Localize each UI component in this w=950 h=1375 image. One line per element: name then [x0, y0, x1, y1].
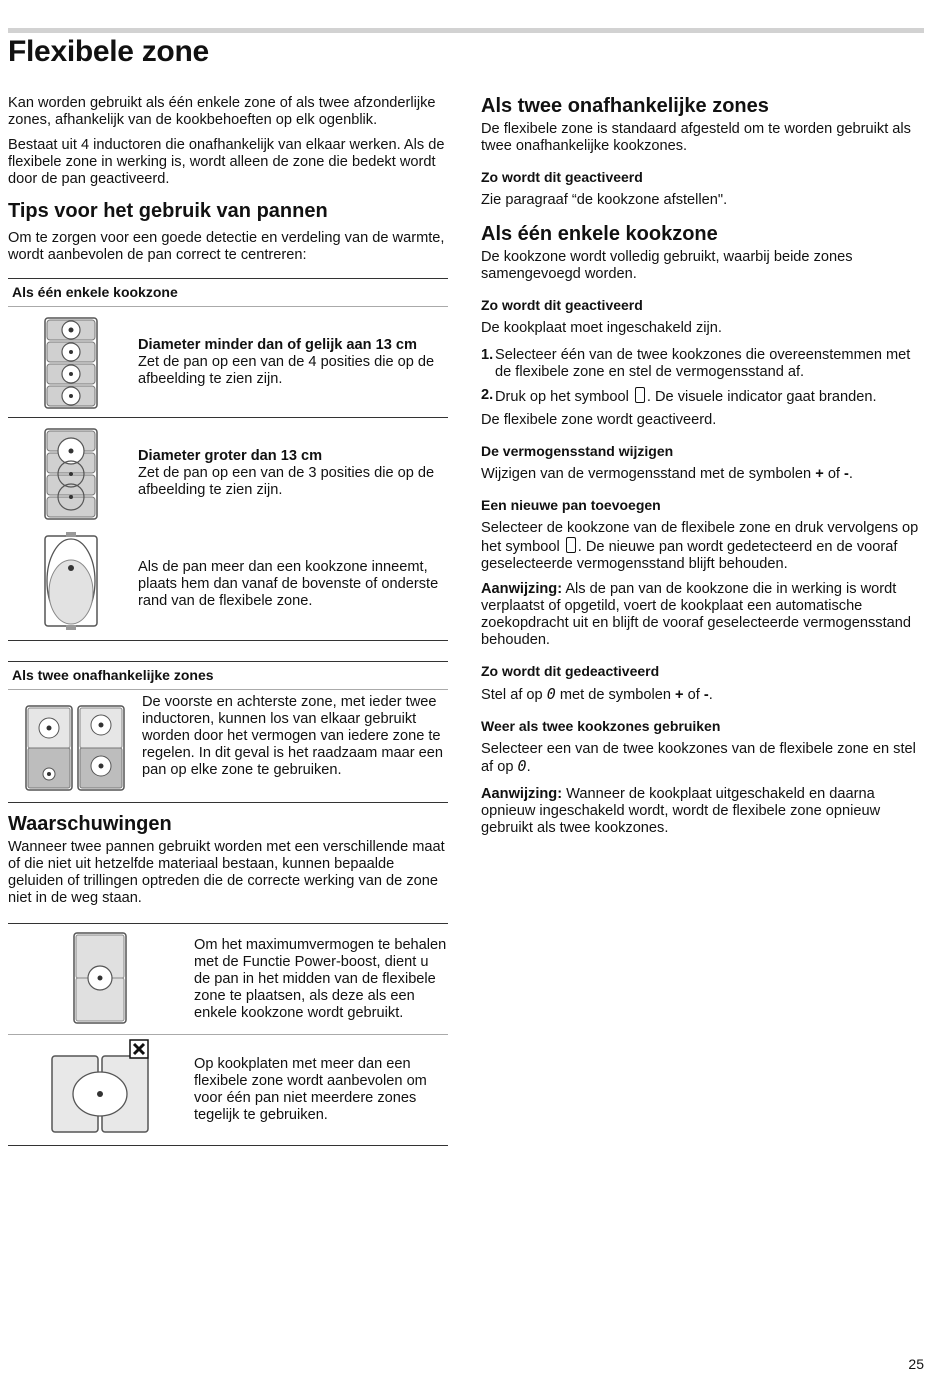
- activate-heading-2: Zo wordt dit geactiveerd: [481, 297, 643, 313]
- two-zones-text: De voorste en achterste zone, met ieder twee inductoren, kunnen los van elkaar gebruikt worden door het vermogen van iedere zone te regelen. In dit geval is het raadzaam maar een pan op elke zone te gebruiken.: [142, 694, 443, 778]
- note-label: Aanwijzing:: [481, 581, 563, 597]
- multi-zone-text: Op kookplaten met meer dan een flexibele zone wordt aanbevolen om voor één pan niet meerdere zones tegelijk te gebruiken.: [194, 1056, 427, 1123]
- or-text: of: [687, 687, 700, 703]
- deactivate-heading: Zo wordt dit gedeactiveerd: [481, 663, 660, 679]
- divider: [8, 640, 448, 641]
- power-text: Wijzigen van de vermogensstand met de symbolen + of -.: [481, 466, 853, 482]
- step-number: 1.: [481, 347, 494, 363]
- zero-display: 0: [517, 757, 527, 775]
- large-pan-title: Diameter groter dan 13 cm: [138, 447, 323, 464]
- or-text: of: [827, 466, 840, 482]
- powerboost-diagram: [8, 927, 194, 1032]
- new-pan-text-b: . De nieuwe pan wordt gedetecteerd en de vooraf geselecteerde vermogensstand blijft behouden.: [481, 539, 898, 572]
- note-label: Aanwijzing:: [481, 786, 563, 802]
- small-pan-text: Zet de pan op een van de 4 posities die op de afbeelding te zien zijn.: [138, 353, 435, 387]
- single-zone-heading: Als één enkele kookzone: [481, 223, 718, 245]
- list-item: [481, 347, 926, 381]
- section-two-zones: Als twee onafhankelijke zones: [8, 661, 448, 690]
- deactivate-text: Stel af op 0 met de symbolen + of -.: [481, 685, 713, 703]
- small-pan-title: Diameter minder dan of gelijk aan 13 cm: [138, 336, 417, 353]
- divider: [8, 802, 448, 803]
- two-zones-text: De flexibele zone is standaard afgesteld om te worden gebruikt als twee onafhankelijke kookzones.: [481, 121, 911, 154]
- flex-zone-icon: [566, 537, 576, 553]
- step-number: 2.: [481, 387, 494, 403]
- minus-icon: -: [844, 466, 849, 482]
- small-pan-diagram: [8, 310, 138, 415]
- power-heading: De vermogensstand wijzigen: [481, 443, 674, 459]
- tips-heading: Tips voor het gebruik van pannen: [8, 200, 328, 222]
- warnings-heading: Waarschuwingen: [8, 813, 172, 835]
- two-zones-row: [8, 690, 448, 802]
- note-2: [481, 786, 926, 837]
- back-heading: Weer als twee kookzones gebruiken: [481, 718, 721, 734]
- back-text: Selecteer een van de twee kookzones van de flexibele zone en stel af op 0.: [481, 741, 916, 775]
- step-text: Selecteer één van de twee kookzones die overeenstemmen met de flexibele zone en stel de vermogensstand af.: [495, 347, 911, 380]
- oval-pan-text: Als de pan meer dan een kookzone inneemt, plaats hem dan vanaf de bovenste of onderste rand van de flexibele zone.: [138, 558, 439, 609]
- zero-display: 0: [546, 685, 556, 703]
- step-text-b: . De visuele indicator gaat branden.: [646, 389, 877, 405]
- deactivate-text-b: met de symbolen: [559, 687, 671, 703]
- note-1: [481, 581, 926, 649]
- section-single-zone: Als één enkele kookzone: [8, 278, 448, 307]
- activate-text-2: De kookplaat moet ingeschakeld zijn.: [481, 320, 722, 336]
- small-pan-row: [8, 307, 448, 417]
- plus-icon: +: [675, 687, 684, 703]
- deactivate-text-a: Stel af op: [481, 687, 543, 703]
- divider: [8, 1145, 448, 1146]
- list-item: [481, 387, 926, 406]
- oval-pan-diagram: [8, 532, 138, 637]
- powerboost-text: Om het maximumvermogen te behalen met de Functie Power-boost, dient u de pan in het midden van de flexibele zone te plaatsen, als deze als een enkele kookzone wordt gebruikt.: [194, 936, 447, 1021]
- steps-list: [481, 347, 926, 406]
- new-pan-text-a: Selecteer de kookzone van de flexibele zone en druk vervolgens op het symbool: [481, 520, 919, 555]
- oval-pan-row: [8, 528, 448, 640]
- large-pan-diagram: [8, 421, 138, 526]
- two-zones-heading: Als twee onafhankelijke zones: [481, 95, 769, 117]
- large-pan-row: [8, 418, 448, 528]
- two-zones-diagram: [8, 694, 142, 799]
- cross-icon: [130, 1040, 148, 1058]
- left-column: [8, 95, 448, 1146]
- step-text-a: Druk op het symbool: [495, 389, 629, 405]
- tips-text: Om te zorgen voor een goede detectie en verdeling van de warmte, wordt aanbevolen de pan correct te centreren:: [8, 230, 445, 263]
- warnings-text: Wanneer twee pannen gebruikt worden met een verschillende maat of die niet uit hetzelfde materiaal bestaan, kunnen bepaalde geluiden of trillingen optreden die de correcte werking van de zone niet in de weg staan.: [8, 839, 445, 906]
- note-2-text: Wanneer de kookplaat uitgeschakeld en daarna opnieuw ingeschakeld wordt, wordt de flexibele zone opnieuw gebruikt als twee kookzones.: [481, 786, 881, 836]
- minus-icon: -: [703, 687, 709, 703]
- multi-zone-diagram: [8, 1038, 194, 1143]
- activate-heading: Zo wordt dit geactiveerd: [481, 169, 643, 185]
- right-column: [481, 95, 926, 845]
- back-text-a: Selecteer een van de twee kookzones van de flexibele zone en stel af op: [481, 741, 916, 775]
- top-rule: [8, 28, 924, 33]
- new-pan-text: [481, 520, 926, 573]
- note-1-text: Als de pan van de kookzone die in werking is wordt verplaatst of opgetild, voert de kookplaat een automatische zoekopdracht uit en blijft de vooraf geselecteerde vermogensstand behouden.: [481, 581, 911, 648]
- page-title: Flexibele zone: [8, 35, 209, 68]
- powerboost-row: [8, 924, 448, 1034]
- multi-zone-row: [8, 1035, 448, 1145]
- new-pan-heading: Een nieuwe pan toevoegen: [481, 497, 661, 513]
- flex-zone-icon: [635, 387, 645, 403]
- activated-text: De flexibele zone wordt geactiveerd.: [481, 412, 717, 428]
- activate-text: Zie paragraaf “de kookzone afstellen".: [481, 192, 728, 208]
- large-pan-text: Zet de pan op een van de 3 posities die op de afbeelding te zien zijn.: [138, 464, 435, 498]
- page-number: 25: [908, 1356, 924, 1372]
- single-zone-text: De kookzone wordt volledig gebruikt, waarbij beide zones samengevoegd worden.: [481, 249, 853, 282]
- power-text-a: Wijzigen van de vermogensstand met de symbolen: [481, 466, 812, 482]
- intro-paragraph-1: Kan worden gebruikt als één enkele zone of als twee afzonderlijke zones, afhankelijk van de kookbehoeften op elk ogenblik.: [8, 95, 436, 128]
- intro-paragraph-2: Bestaat uit 4 inductoren die onafhankelijk van elkaar werken. Als de flexibele zone in werking is, wordt alleen de zone die bedekt wordt door de pan geactiveerd.: [8, 137, 445, 187]
- plus-icon: +: [815, 466, 824, 482]
